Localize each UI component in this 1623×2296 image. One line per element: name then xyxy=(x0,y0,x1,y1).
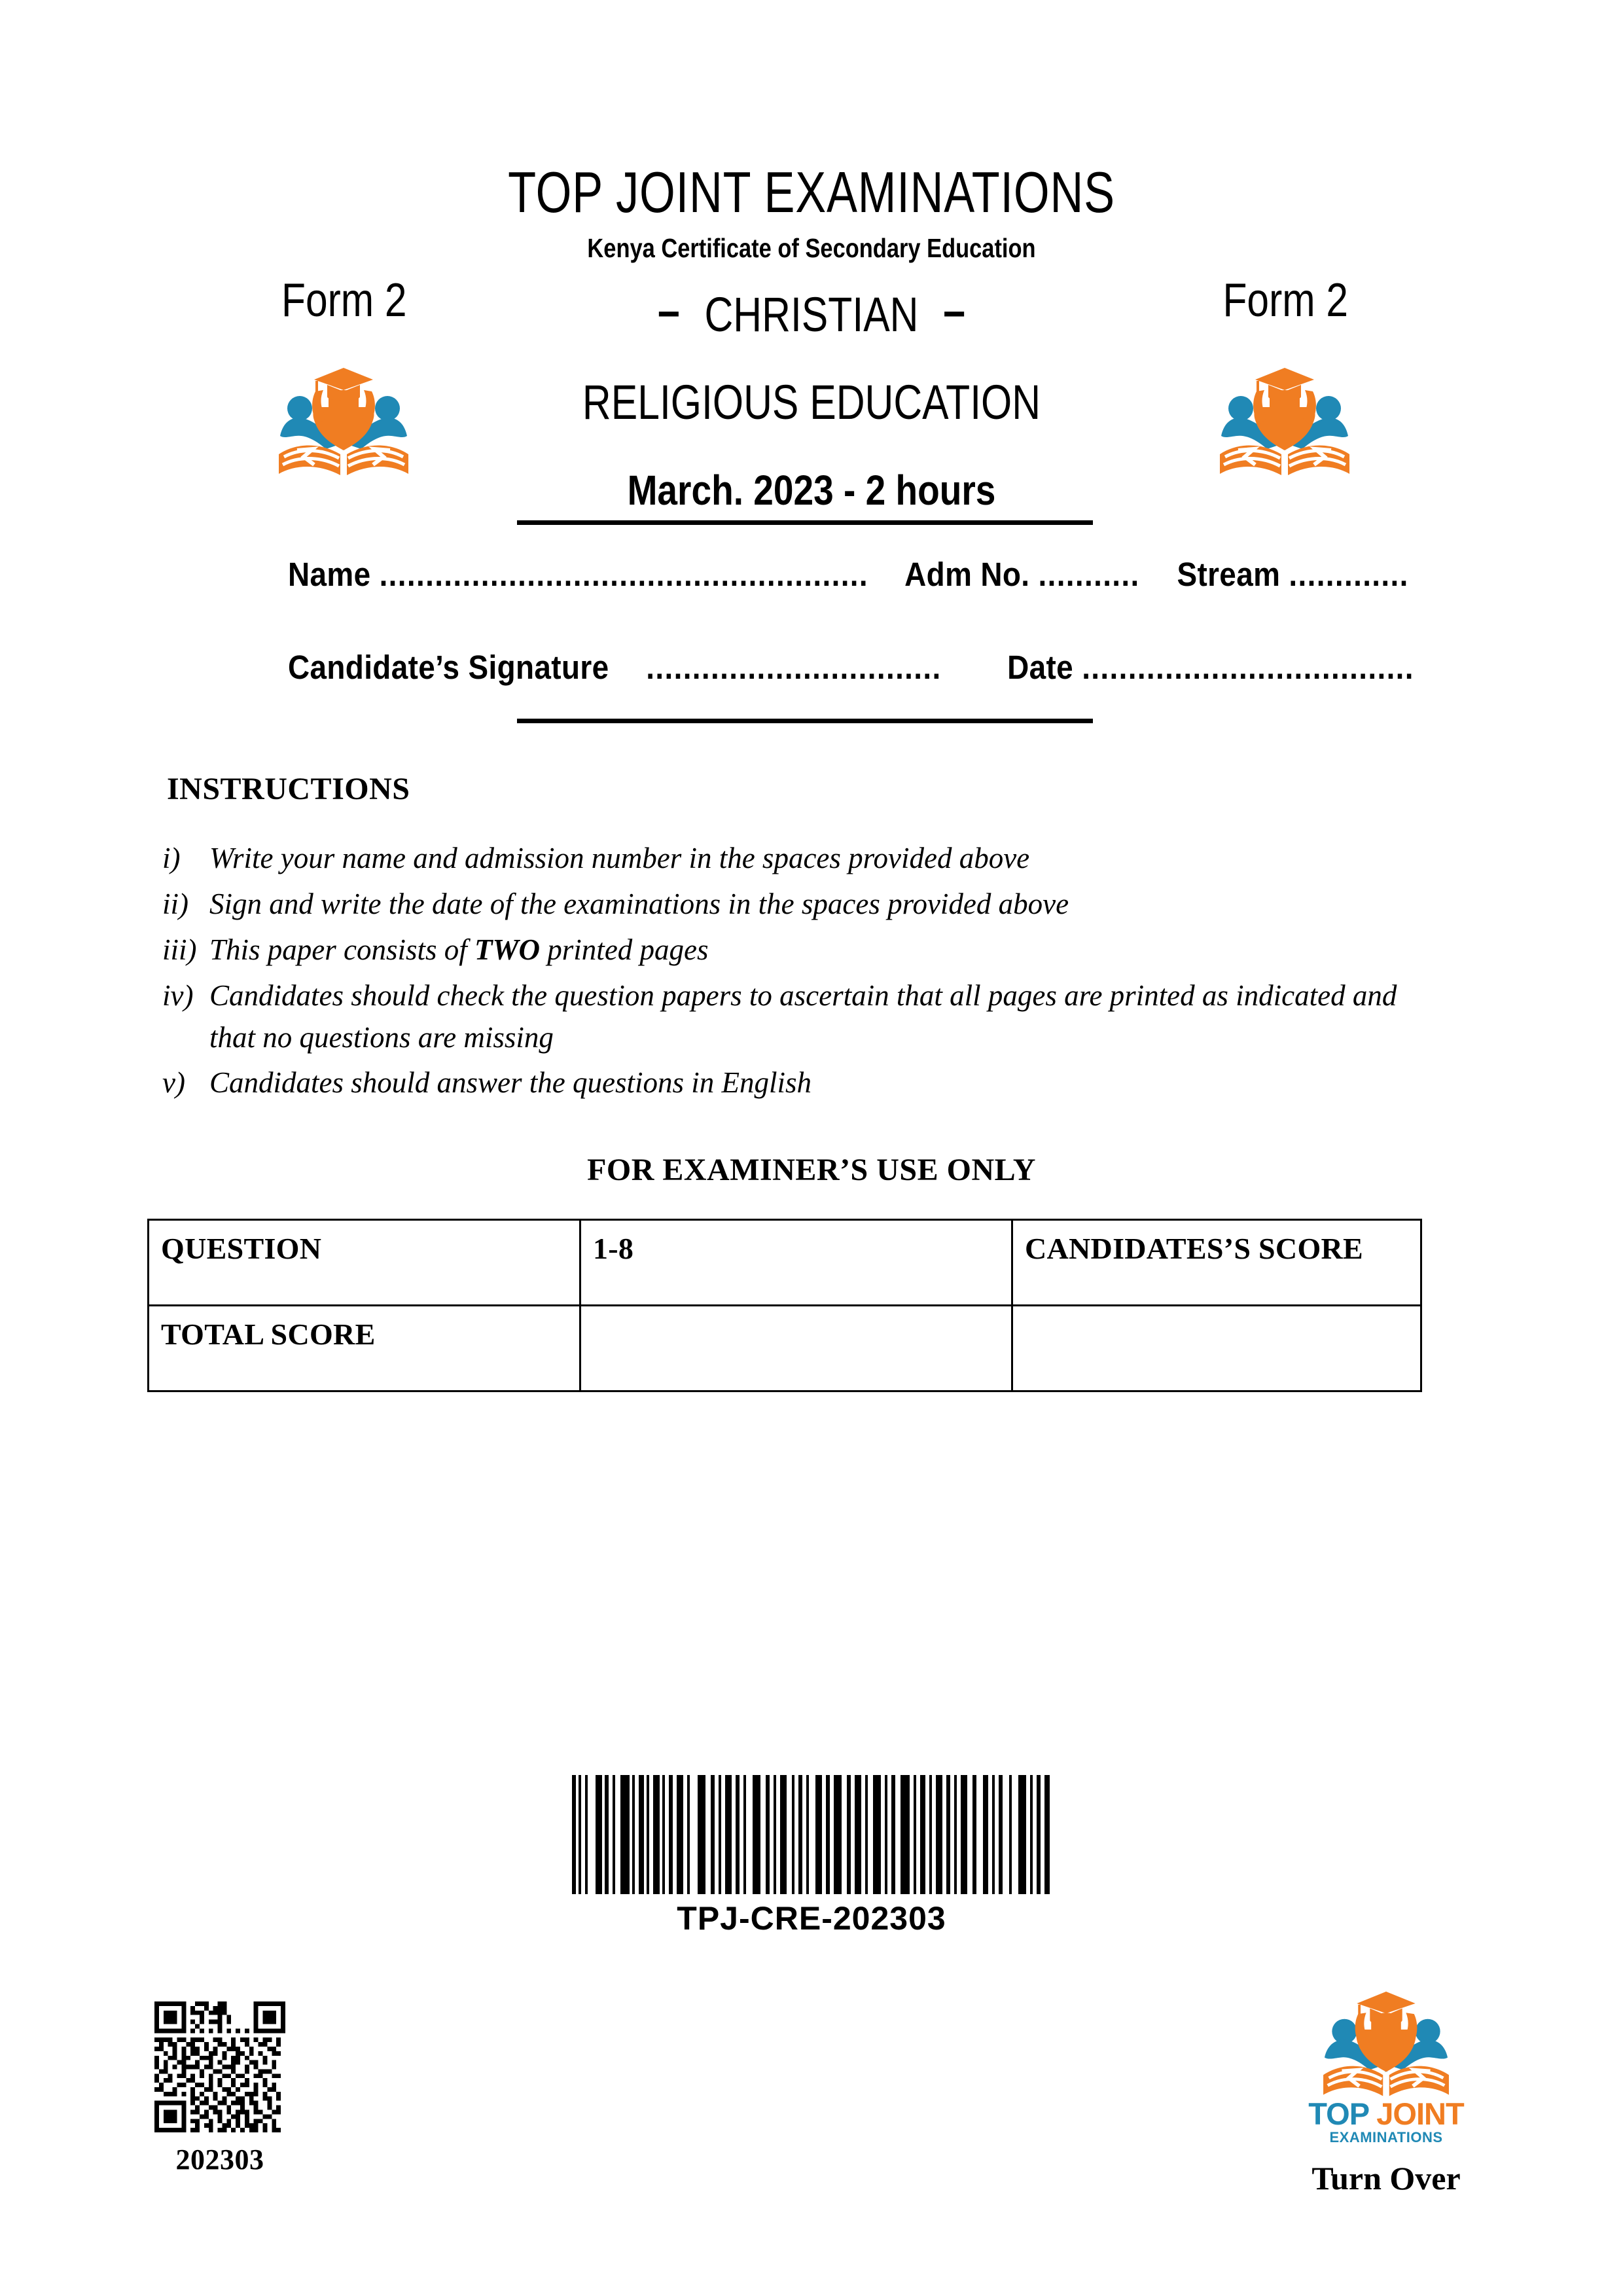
barcode-image xyxy=(569,1775,1054,1894)
subject-name-primary: CHRISTIAN xyxy=(704,287,919,342)
wordmark-top: TOP xyxy=(1308,2096,1369,2131)
turn-over-label: Turn Over xyxy=(1311,2160,1461,2197)
qr-code-caption: 202303 xyxy=(175,2144,264,2176)
table-cell-total-score-range[interactable] xyxy=(580,1306,1012,1391)
stream-label: Stream xyxy=(1177,556,1281,593)
stream-input-line[interactable]: ............. xyxy=(1289,556,1409,593)
table-cell-total-score-label: TOTAL SCORE xyxy=(149,1306,580,1391)
wordmark-main xyxy=(1288,2098,1484,2129)
masthead xyxy=(0,160,1623,264)
adm-no-label: Adm No. xyxy=(904,556,1030,593)
organization-title: TOP JOINT EXAMINATIONS xyxy=(508,160,1115,224)
qr-code-block xyxy=(148,2001,292,2176)
instruction-item xyxy=(162,884,1406,925)
name-input-line[interactable]: ..................................................... xyxy=(379,556,869,593)
instructions-heading: INSTRUCTIONS xyxy=(167,772,410,806)
instruction-text: Candidates should check the question papers to ascertain that all pages are printed as indicated and that no questions are missing xyxy=(209,978,1397,1054)
table-row xyxy=(149,1306,1421,1391)
name-label: Name xyxy=(288,556,371,593)
instruction-text: Candidates should answer the questions in English xyxy=(209,1066,812,1100)
top-joint-crest-left-icon xyxy=(275,352,412,483)
signature-label: Candidate’s Signature xyxy=(288,649,609,686)
instruction-text-after: printed pages xyxy=(540,933,709,966)
instruction-text: Sign and write the date of the examinations in the spaces provided above xyxy=(209,887,1069,920)
form-level-left: Form 2 xyxy=(281,274,407,327)
table-cell-candidate-score-label: CANDIDATES’S SCORE xyxy=(1012,1220,1421,1306)
form-level-right: Form 2 xyxy=(1222,274,1348,327)
dash-left: – xyxy=(658,283,680,338)
instructions-list xyxy=(162,838,1406,1108)
instruction-text: Write your name and admission number in the spaces provided above xyxy=(209,842,1030,874)
instruction-marker: iv) xyxy=(162,978,194,1012)
top-joint-crest-right-icon xyxy=(1216,352,1353,483)
footer-branding-block xyxy=(1288,1978,1484,2197)
wordmark-joint: JOINT xyxy=(1376,2096,1464,2131)
footer-wordmark xyxy=(1288,2098,1484,2145)
instruction-marker: v) xyxy=(162,1066,185,1100)
examiner-score-table xyxy=(147,1219,1422,1392)
examiner-use-heading: FOR EXAMINER’S USE ONLY xyxy=(587,1153,1036,1187)
date-input-line[interactable]: .................................... xyxy=(1082,649,1414,686)
subject-title-line-1 xyxy=(146,283,1477,342)
date-label: Date xyxy=(1007,649,1074,686)
instruction-text-emphasis: TWO xyxy=(474,933,541,966)
instruction-marker: ii) xyxy=(162,887,188,920)
instruction-item xyxy=(162,838,1406,880)
dash-right: – xyxy=(943,283,965,338)
table-row xyxy=(149,1220,1421,1306)
instruction-item xyxy=(162,929,1406,971)
instruction-item xyxy=(162,975,1406,1059)
barcode-value: TPJ-CRE-202303 xyxy=(677,1900,946,1937)
adm-no-input-line[interactable]: ........... xyxy=(1038,556,1140,593)
organization-subtitle: Kenya Certificate of Secondary Education xyxy=(587,233,1036,263)
exam-date-duration: March. 2023 - 2 hours xyxy=(627,467,996,514)
instruction-marker: iii) xyxy=(162,933,197,966)
candidate-signature-row xyxy=(288,648,1414,687)
signature-input-line[interactable]: ................................ xyxy=(646,649,942,686)
instruction-marker: i) xyxy=(162,842,181,874)
wordmark-sub: EXAMINATIONS xyxy=(1329,2129,1443,2145)
candidate-name-row xyxy=(288,555,1409,594)
instruction-text xyxy=(209,929,1406,971)
table-cell-question-range: 1-8 xyxy=(580,1220,1012,1306)
divider-bottom xyxy=(517,719,1093,723)
barcode-block xyxy=(0,1775,1623,1937)
qr-code-icon xyxy=(154,2001,285,2132)
instruction-text-before: This paper consists of xyxy=(209,933,475,966)
table-cell-question-label: QUESTION xyxy=(149,1220,580,1306)
subject-title-line-2: RELIGIOUS EDUCATION xyxy=(582,375,1041,429)
instruction-item xyxy=(162,1062,1406,1104)
subject-band xyxy=(0,262,1623,478)
top-joint-crest-footer-icon xyxy=(1311,1978,1461,2102)
table-cell-total-score-value[interactable] xyxy=(1012,1306,1421,1391)
divider-top xyxy=(517,520,1093,525)
